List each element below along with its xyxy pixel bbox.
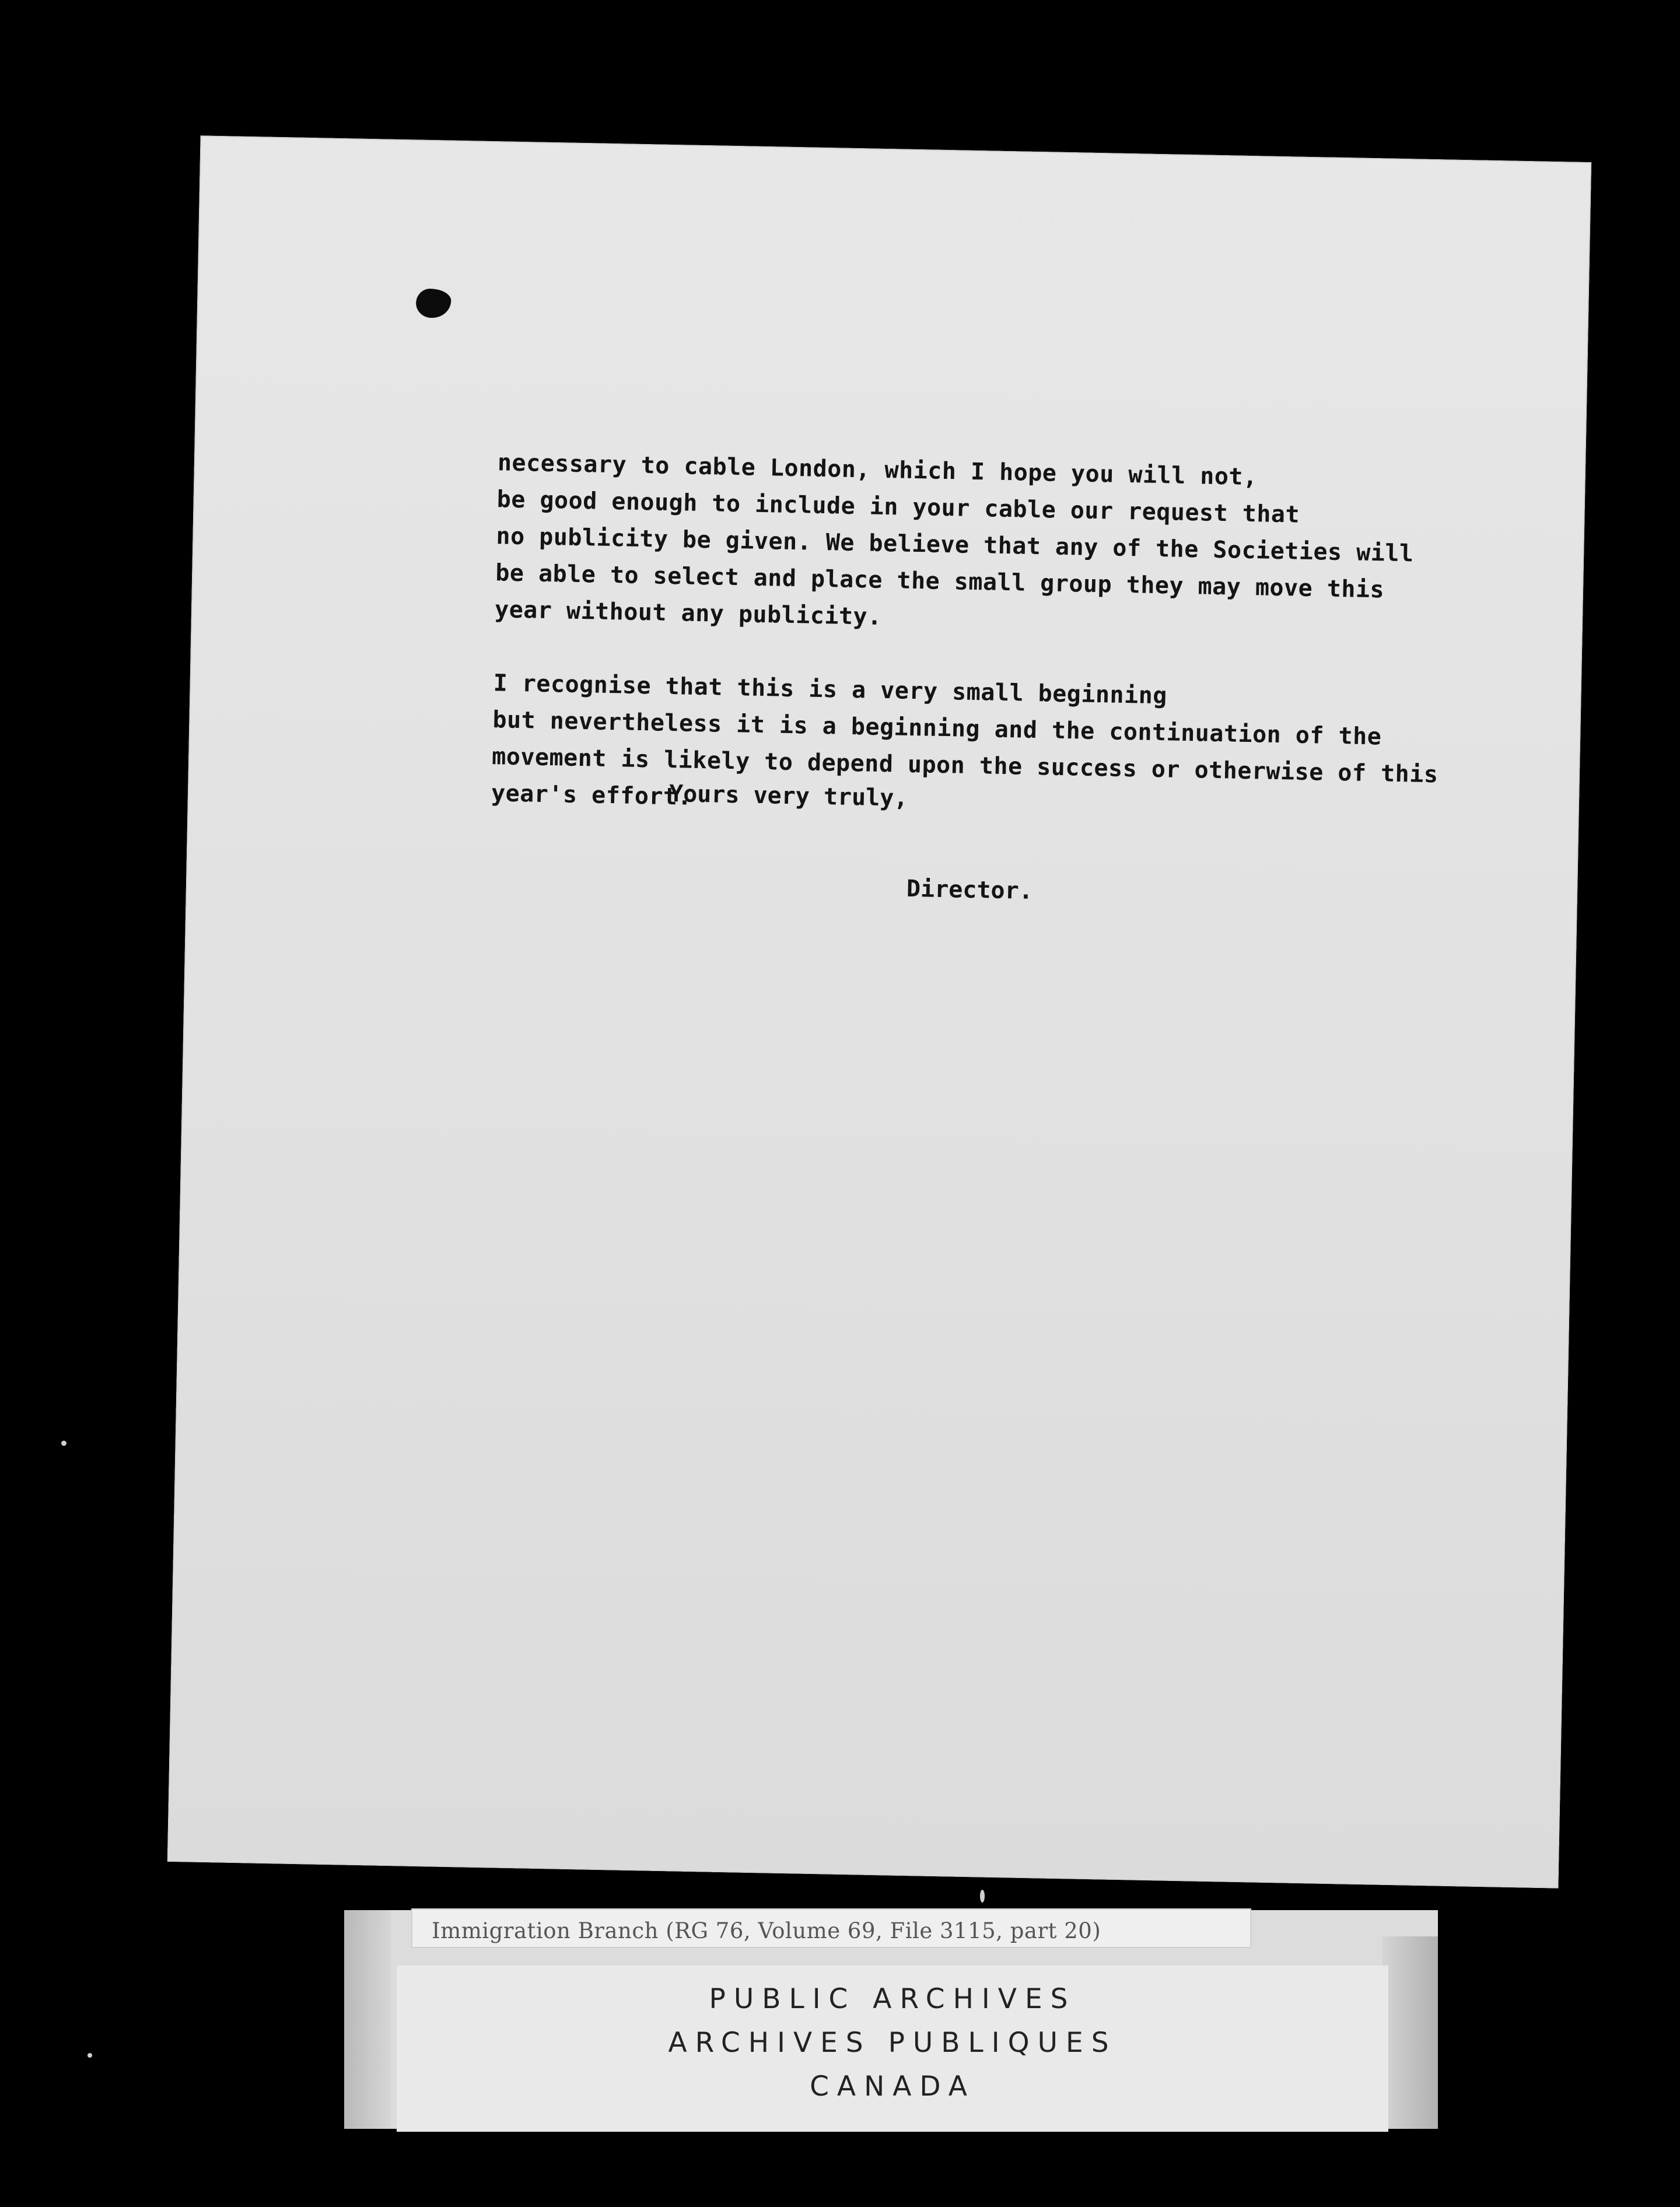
dust-speck: [88, 2053, 92, 2058]
label-torn-edge-right: [1382, 1936, 1438, 2129]
letter-paragraph-1: necessary to cable London, which I hope you will not, be good enough to include in your cable our request that no publicity be given. We believe that any of the Societies will be able to select and place the small group they may move this year without any publicity.: [494, 449, 1414, 630]
dust-speck: [61, 1441, 66, 1446]
letter-closing: Yours very truly,: [668, 780, 908, 812]
dust-speck: [980, 1890, 985, 1903]
stamp-line-archives-publiques: ARCHIVES PUBLIQUES: [668, 2027, 1117, 2059]
label-torn-edge-left: [344, 1910, 391, 2129]
stamp-line-canada: CANADA: [810, 2071, 975, 2103]
stamp-line-public-archives: PUBLIC ARCHIVES: [709, 1983, 1076, 2015]
archive-reference: Immigration Branch (RG 76, Volume 69, File 3115, part 20): [432, 1918, 1101, 1943]
ink-blot-mark: [416, 289, 452, 318]
signature-title: Director.: [906, 875, 1034, 905]
letter-paragraph-2: I recognise that this is a very small beginning but nevertheless it is a beginning and the continuation of the movement is likely to depend upon the success or otherwise of this year's effort.: [491, 670, 1438, 811]
letter-body: [491, 444, 1454, 830]
letter-page: [167, 135, 1591, 1888]
